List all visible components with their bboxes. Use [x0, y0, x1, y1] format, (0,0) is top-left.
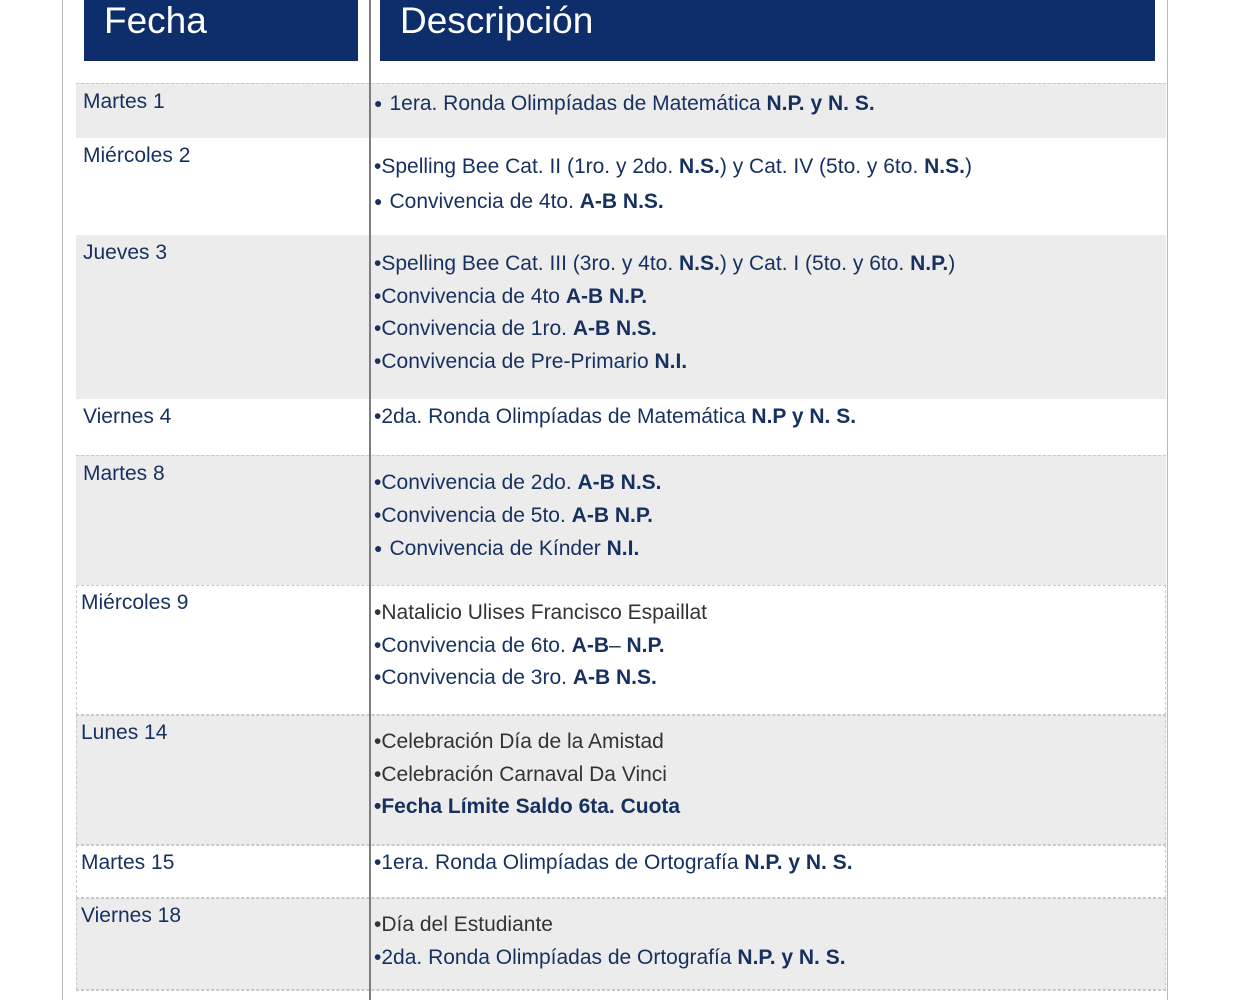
row-date: Lunes 14 [81, 721, 168, 744]
list-item: •1era. Ronda Olimpíadas de Ortografía N.P. y N. S. [374, 851, 853, 874]
header-fecha-label: Fecha [104, 0, 207, 41]
row-date: Martes 8 [83, 462, 165, 485]
row-description [374, 726, 1154, 824]
table-row [76, 585, 1166, 715]
list-item: •2da. Ronda Olimpíadas de Matemática N.P y N. S. [374, 405, 857, 428]
row-date: Jueves 3 [83, 241, 168, 264]
row-date: Miércoles 2 [83, 144, 191, 167]
table-row [76, 399, 1166, 455]
row-date: Martes 15 [81, 851, 175, 874]
row-description [374, 597, 1154, 695]
table-row [76, 138, 1166, 235]
column-divider [369, 0, 371, 1000]
row-description [374, 847, 1154, 880]
list-item: •Convivencia de 5to. A-B N.P. [374, 503, 653, 527]
table-row [76, 715, 1166, 845]
list-item: •Spelling Bee Cat. II (1ro. y 2do. N.S.) y Cat. IV (5to. y 6to. N.S.) [374, 155, 972, 178]
header-descripcion [380, 0, 1155, 61]
right-border [1167, 0, 1168, 1000]
row-date: Viernes 18 [81, 904, 182, 927]
list-item: •Convivencia de 6to. A-B– N.P. [374, 633, 665, 657]
row-description [374, 909, 1154, 974]
list-item: •Natalicio Ulises Francisco Espaillat [374, 601, 707, 624]
list-item: •Convivencia de 2do. A-B N.S. [374, 471, 662, 494]
list-item: •Convivencia de Pre-Primario N.I. [374, 349, 688, 373]
row-date: Miércoles 9 [81, 591, 189, 614]
list-item: •2da. Ronda Olimpíadas de Ortografía N.P. y N. S. [374, 945, 846, 969]
table-row [76, 455, 1166, 585]
row-date: Viernes 4 [83, 405, 172, 428]
row-date: Martes 1 [83, 90, 165, 113]
table-row [76, 235, 1166, 399]
row-description [374, 401, 1154, 434]
table-row [76, 898, 1166, 990]
list-item: •Celebración Carnaval Da Vinci [374, 762, 667, 786]
table-row [76, 845, 1166, 898]
list-item: ● Convivencia de Kínder N.I. [374, 537, 640, 561]
list-item: •Día del Estudiante [374, 913, 553, 936]
header-fecha [84, 0, 358, 61]
left-border [62, 0, 63, 1000]
list-item: •Spelling Bee Cat. III (3ro. y 4to. N.S.) y Cat. I (5to. y 6to. N.P.) [374, 252, 956, 275]
list-item: •Fecha Límite Saldo 6ta. Cuota [374, 795, 681, 819]
row-description [374, 467, 1154, 567]
list-item: •Convivencia de 3ro. A-B N.S. [374, 666, 657, 690]
header-descripcion-label: Descripción [400, 0, 594, 41]
list-item: •Convivencia de 1ro. A-B N.S. [374, 317, 657, 341]
list-item: •Celebración Día de la Amistad [374, 730, 664, 753]
list-item: ● 1era. Ronda Olimpíadas de Matemática N.P. y N. S. [374, 92, 875, 115]
table-row-partial [76, 990, 1166, 1000]
table-row [76, 83, 1166, 138]
row-description [374, 248, 1154, 378]
list-item: ● Convivencia de 4to. A-B N.S. [374, 189, 664, 213]
row-description [374, 151, 1154, 219]
list-item: •Convivencia de 4to A-B N.P. [374, 284, 648, 308]
row-description [374, 88, 1154, 122]
